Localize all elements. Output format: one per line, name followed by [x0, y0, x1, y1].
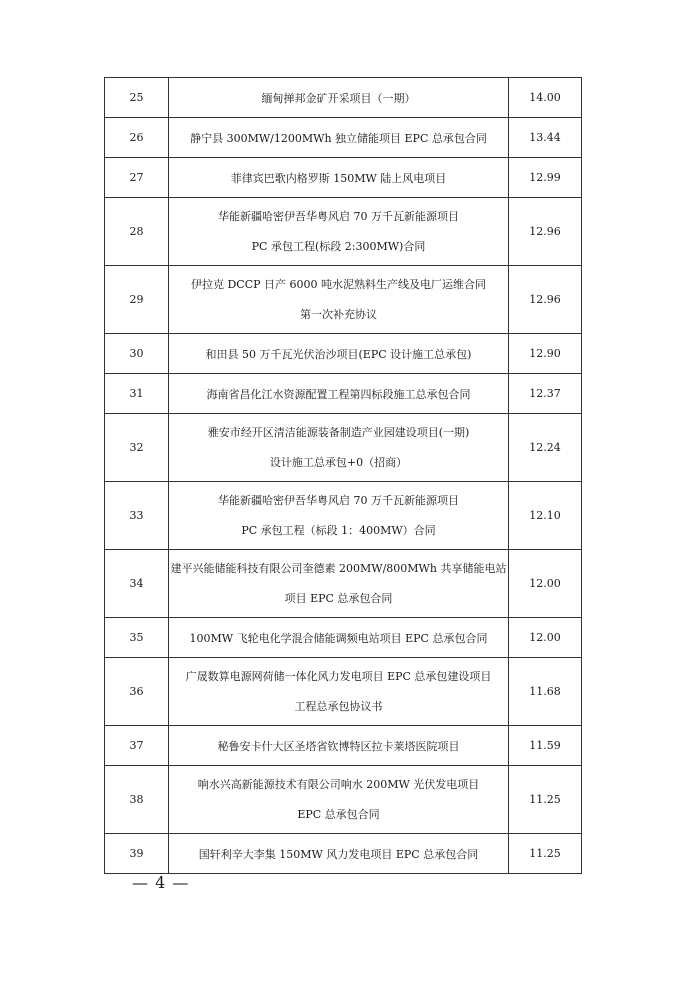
project-name-line: 响水兴高新能源技术有限公司响水 200MW 光伏发电项目	[197, 777, 480, 791]
project-name-line: 静宁县 300MW/1200MWh 独立储能项目 EPC 总承包合同	[190, 131, 487, 145]
project-name-line: 海南省昌化江水资源配置工程第四标段施工总承包合同	[206, 387, 471, 401]
amount-cell: 14.00	[509, 78, 582, 118]
project-name-cell	[169, 550, 509, 618]
table-row	[105, 834, 582, 874]
page-number: — 4 —	[132, 873, 190, 892]
amount-cell: 11.25	[509, 766, 582, 834]
project-name-line: EPC 总承包合同	[297, 807, 380, 821]
table-row	[105, 266, 582, 334]
project-name-line: 和田县 50 万千瓦光伏治沙项目(EPC 设计施工总承包)	[205, 347, 472, 361]
table-row	[105, 334, 582, 374]
table-row	[105, 78, 582, 118]
project-name-cell	[169, 618, 509, 658]
table-row	[105, 158, 582, 198]
amount-cell: 12.00	[509, 618, 582, 658]
project-name-cell	[169, 266, 509, 334]
row-number-cell: 27	[105, 158, 169, 198]
project-name-cell	[169, 118, 509, 158]
project-name-cell	[169, 374, 509, 414]
amount-cell: 12.96	[509, 266, 582, 334]
row-number-cell: 38	[105, 766, 169, 834]
amount-cell: 11.25	[509, 834, 582, 874]
project-name-line: 工程总承包协议书	[294, 699, 383, 713]
project-name-cell	[169, 834, 509, 874]
project-name-cell	[169, 78, 509, 118]
project-name-line: PC 承包工程（标段 1：400MW）合同	[241, 523, 436, 537]
row-number-cell: 37	[105, 726, 169, 766]
table-row	[105, 118, 582, 158]
project-name-line: 广晟数算电源网荷储一体化风力发电项目 EPC 总承包建设项目	[185, 669, 492, 683]
project-name-line: 秘鲁安卡什大区圣塔省钦博特区拉卡莱塔医院项目	[217, 739, 460, 753]
row-number-cell: 28	[105, 198, 169, 266]
row-number-cell: 31	[105, 374, 169, 414]
table-row	[105, 550, 582, 618]
project-name-cell	[169, 198, 509, 266]
project-name-line: 华能新疆哈密伊吾华粤风启 70 万千瓦新能源项目	[218, 209, 459, 223]
row-number-cell: 26	[105, 118, 169, 158]
row-number-cell: 32	[105, 414, 169, 482]
amount-cell: 12.90	[509, 334, 582, 374]
project-name-cell	[169, 658, 509, 726]
project-name-cell	[169, 334, 509, 374]
row-number-cell: 36	[105, 658, 169, 726]
table-row	[105, 766, 582, 834]
project-name-cell	[169, 766, 509, 834]
amount-cell: 11.68	[509, 658, 582, 726]
contracts-table-body	[105, 78, 582, 874]
table-row	[105, 198, 582, 266]
project-name-line: 菲律宾巴歌内格罗斯 150MW 陆上风电项目	[230, 171, 447, 185]
project-name-line: 国轩利辛大李集 150MW 风力发电项目 EPC 总承包合同	[198, 847, 479, 861]
row-number-cell: 33	[105, 482, 169, 550]
table-row	[105, 618, 582, 658]
amount-cell: 11.59	[509, 726, 582, 766]
table-row	[105, 658, 582, 726]
project-name-line: 第一次补充协议	[300, 307, 377, 321]
project-name-cell	[169, 482, 509, 550]
project-name-line: 100MW 飞轮电化学混合储能调频电站项目 EPC 总承包合同	[189, 631, 488, 645]
project-name-cell	[169, 726, 509, 766]
table-row	[105, 414, 582, 482]
row-number-cell: 30	[105, 334, 169, 374]
project-name-line: 建平兴能储能科技有限公司奎德素 200MW/800MWh 共享储能电站	[170, 561, 507, 575]
project-name-line: 伊拉克 DCCP 日产 6000 吨水泥熟料生产线及电厂运维合同	[190, 277, 487, 291]
project-name-cell	[169, 414, 509, 482]
contracts-table	[104, 77, 582, 874]
table-row	[105, 374, 582, 414]
row-number-cell: 35	[105, 618, 169, 658]
project-name-line: 雅安市经开区清洁能源装备制造产业园建设项目(一期)	[207, 425, 470, 439]
project-name-line: 缅甸掸邦金矿开采项目（一期）	[261, 91, 416, 105]
row-number-cell: 39	[105, 834, 169, 874]
table-row	[105, 482, 582, 550]
project-name-line: 设计施工总承包+0（招商）	[269, 455, 408, 469]
row-number-cell: 34	[105, 550, 169, 618]
amount-cell: 12.00	[509, 550, 582, 618]
project-name-line: PC 承包工程(标段 2:300MW)合同	[251, 239, 426, 253]
row-number-cell: 25	[105, 78, 169, 118]
amount-cell: 12.24	[509, 414, 582, 482]
amount-cell: 12.99	[509, 158, 582, 198]
amount-cell: 12.10	[509, 482, 582, 550]
project-name-line: 华能新疆哈密伊吾华粤风启 70 万千瓦新能源项目	[218, 493, 459, 507]
amount-cell: 13.44	[509, 118, 582, 158]
table-row	[105, 726, 582, 766]
project-name-cell	[169, 158, 509, 198]
row-number-cell: 29	[105, 266, 169, 334]
project-name-line: 项目 EPC 总承包合同	[284, 591, 393, 605]
amount-cell: 12.37	[509, 374, 582, 414]
amount-cell: 12.96	[509, 198, 582, 266]
